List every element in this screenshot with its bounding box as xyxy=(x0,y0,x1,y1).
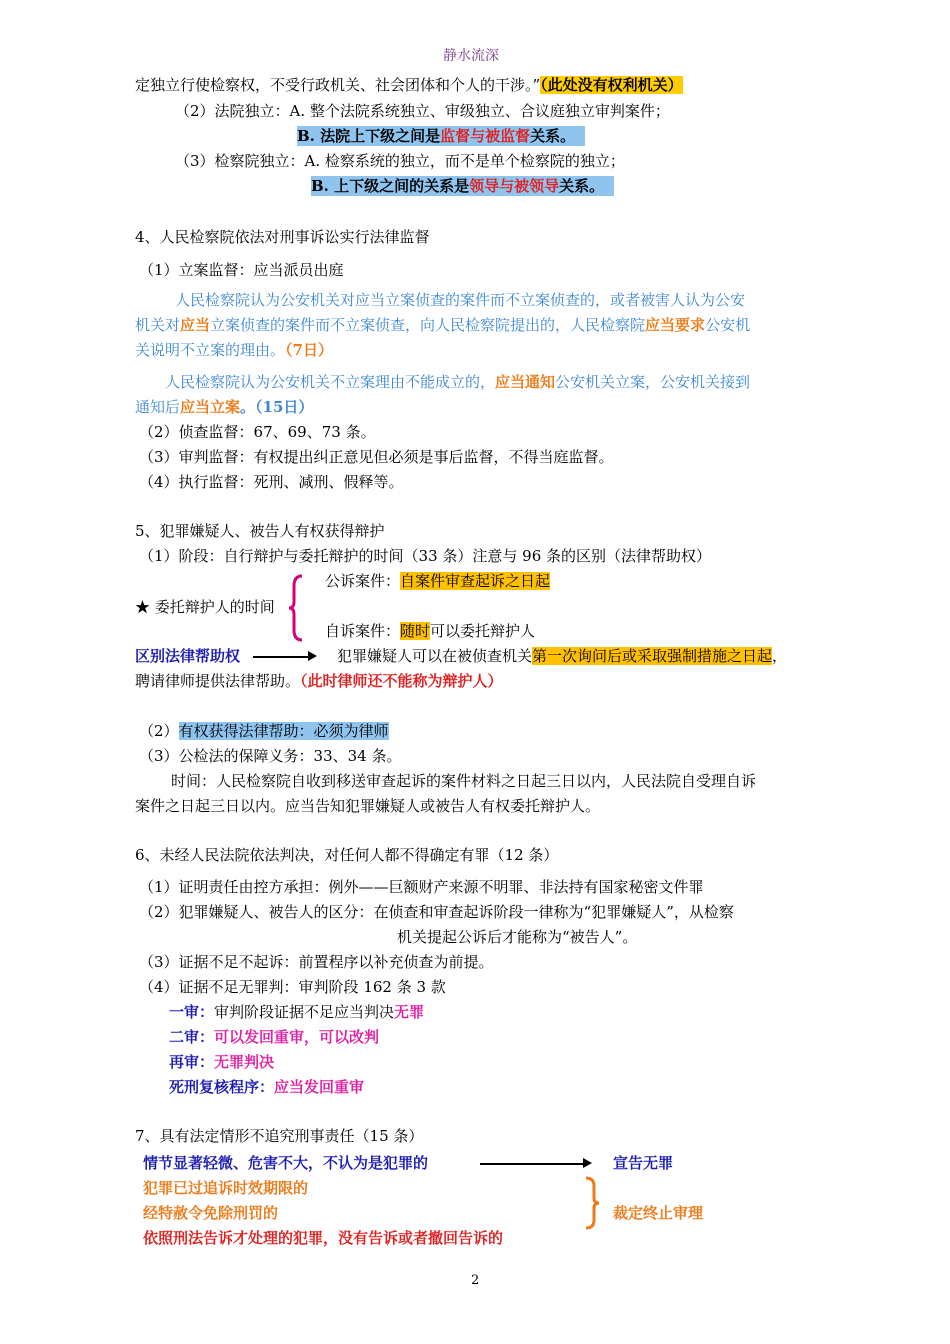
private-prosecution-case: 自诉案件：随时可以委托辩护人 xyxy=(325,622,536,640)
legal-aid-distinction: 区别法律帮助权 xyxy=(135,647,241,665)
retrial: 再审：无罪判决 xyxy=(169,1053,275,1071)
right-to-legal-help: （2）有权获得法律帮助：必须为律师 xyxy=(139,722,389,740)
procuratorate-relation: B. 上下级之间的关系是领导与被领导关系。 xyxy=(311,176,614,196)
filing-paragraph2-line-2: 通知后应当立案。（15日） xyxy=(135,398,314,416)
execution-supervision: （4）执行监督：死刑、减刑、假释等。 xyxy=(139,473,404,491)
arrow-line xyxy=(480,1163,584,1165)
investigation-supervision: （2）侦查监督：67、69、73 条。 xyxy=(139,423,376,441)
filing-paragraph-line-1: 人民检察院认为公安机关对应当立案侦查的案件而不立案侦查的，或者被害人认为公安 xyxy=(175,291,746,309)
case-filing-supervision: （1）立案监督：应当派员出庭 xyxy=(139,261,344,279)
suspect-defendant-distinction: （2）犯罪嫌疑人、被告人的区分：在侦查和审查起诉阶段一律称为“犯罪嫌疑人”，从检察 xyxy=(139,903,734,921)
section-7-title: 7、具有法定情形不追究刑事责任（15 条） xyxy=(135,1127,424,1145)
section-6-title: 6、未经人民法院依法判决，对任何人都不得确定有罪（12 条） xyxy=(135,846,559,864)
insufficient-evidence-no-prosecution: （3）证据不足不起诉：前置程序以补充侦查为前提。 xyxy=(139,953,494,971)
defense-stage: （1）阶段：自行辩护与委托辩护的时间（33 条）注意与 96 条的区别（法律帮助权） xyxy=(139,547,712,565)
first-instance: 一审：审判阶段证据不足应当判决无罪 xyxy=(169,1003,425,1021)
orange-brace xyxy=(582,1176,600,1230)
court-independence: （2）法院独立：A. 整个法院系统独立、审级独立、合议庭独立审判案件； xyxy=(175,102,670,120)
complaint-crime: 依照刑法告诉才处理的犯罪，没有告诉或者撤回告诉的 xyxy=(143,1229,504,1247)
insufficient-evidence-acquittal: （4）证据不足无罪判：审判阶段 162 条 3 款 xyxy=(139,978,446,996)
burden-of-proof: （1）证明责任由控方承担：例外——巨额财产来源不明罪、非法持有国家秘密文件罪 xyxy=(139,878,704,896)
magenta-brace xyxy=(288,574,306,642)
statute-expired: 犯罪已过追诉时效期限的 xyxy=(143,1179,309,1197)
header-title: 静水流深 xyxy=(443,48,499,64)
second-instance: 二审：可以发回重审，可以改判 xyxy=(169,1028,380,1046)
section-5-title: 5、犯罪嫌疑人、被告人有权获得辩护 xyxy=(135,522,385,540)
section-4-title: 4、人民检察院依法对刑事诉讼实行法律监督 xyxy=(135,228,430,246)
note-highlight: （此处没有权利机关） xyxy=(540,76,683,94)
arrow-right-icon xyxy=(308,651,317,661)
filing-paragraph-line-3: 关说明不立案的理由。（7日） xyxy=(135,341,333,359)
court-relation: B. 法院上下级之间是监督与被监督关系。 xyxy=(297,126,585,146)
entrust-defender-time: ★ 委托辩护人的时间 xyxy=(135,598,275,616)
declare-innocent: 宣告无罪 xyxy=(613,1154,674,1172)
legal-help-line-2: 聘请律师提供法律帮助。（此时律师还不能称为辩护人） xyxy=(135,672,503,690)
suspect-defendant-distinction-cont: 机关提起公诉后才能称为“被告人”。 xyxy=(397,928,638,946)
arrow-line xyxy=(253,656,309,658)
notice-time-line-2: 案件之日起三日以内。应当告知犯罪嫌疑人或被告人有权委托辩护人。 xyxy=(135,797,601,815)
notice-time-line-1: 时间：人民检察院自收到移送审查起诉的案件材料之日起三日以内，人民法院自受理自诉 xyxy=(171,772,757,790)
special-pardon: 经特赦令免除刑罚的 xyxy=(143,1204,279,1222)
public-prosecution-case: 公诉案件：自案件审查起诉之日起 xyxy=(325,572,551,590)
terminate-trial: 裁定终止审理 xyxy=(613,1204,704,1222)
legal-help-line-1: 犯罪嫌疑人可以在被侦查机关第一次询问后或采取强制措施之日起， xyxy=(337,647,788,665)
procuratorate-independence: （3）检察院独立：A. 检察系统的独立，而不是单个检察院的独立； xyxy=(175,152,625,170)
independence-line: 定独立行使检察权，不受行政机关、社会团体和个人的干涉。”（此处没有权利机关） xyxy=(135,76,683,94)
guarantee-duty: （3）公检法的保障义务：33、34 条。 xyxy=(139,747,402,765)
trial-supervision: （3）审判监督：有权提出纠正意见但必须是事后监督，不得当庭监督。 xyxy=(139,448,614,466)
minor-circumstance: 情节显著轻微、危害不大，不认为是犯罪的 xyxy=(143,1154,429,1172)
filing-paragraph2-line-1: 人民检察院认为公安机关不立案理由不能成立的，应当通知公安机关立案，公安机关接到 xyxy=(165,373,751,391)
death-penalty-review: 死刑复核程序：应当发回重审 xyxy=(169,1078,365,1096)
filing-paragraph-line-2: 机关对应当立案侦查的案件而不立案侦查，向人民检察院提出的，人民检察院应当要求公安机 xyxy=(135,316,751,334)
page-number: 2 xyxy=(471,1273,480,1288)
arrow-right-icon xyxy=(583,1158,592,1168)
